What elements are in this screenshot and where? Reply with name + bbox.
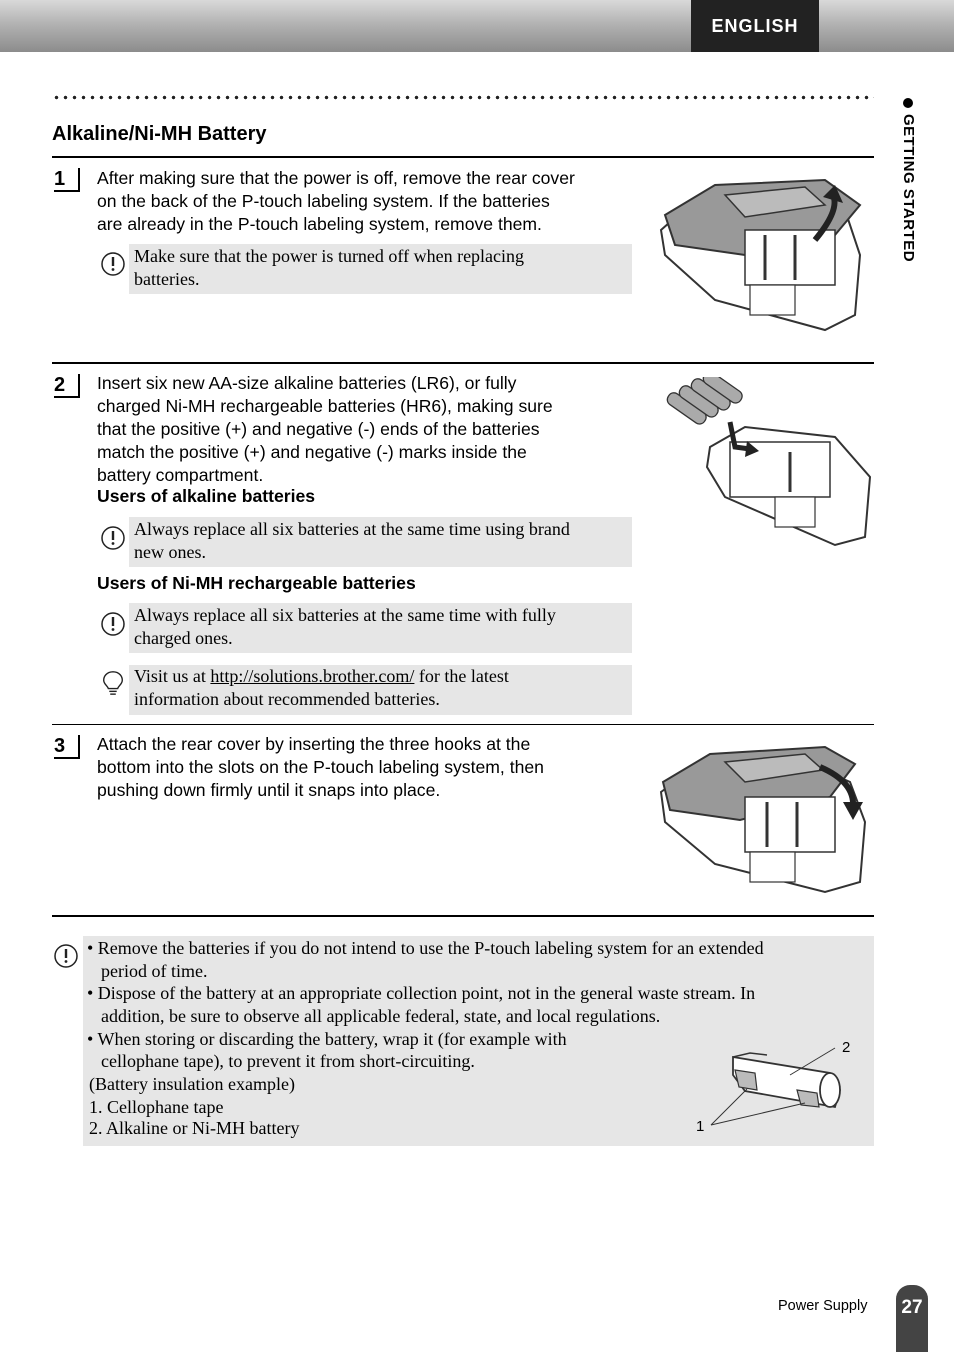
text-line: battery compartment. xyxy=(97,465,264,485)
section-title: Alkaline/Ni-MH Battery xyxy=(52,123,267,145)
caution-icon xyxy=(101,251,125,277)
text-line: on the back of the P-touch labeling system. If the batteries xyxy=(97,191,550,211)
caution-line: • When storing or discarding the battery, wrap it (for example with xyxy=(87,1029,567,1049)
note-line: new ones. xyxy=(134,542,206,562)
step-number-1: 1 xyxy=(54,168,80,192)
language-tab: ENGLISH xyxy=(691,0,819,52)
lightbulb-icon xyxy=(101,670,125,696)
alkaline-heading: Users of alkaline batteries xyxy=(97,486,316,506)
tip-prefix: Visit us at xyxy=(134,666,211,686)
step-1-text xyxy=(97,167,642,236)
caution-line: 1. Cellophane tape xyxy=(89,1097,224,1117)
caution-line: addition, be sure to observe all applicable federal, state, and local regulations. xyxy=(101,1006,661,1026)
alkaline-note xyxy=(129,517,632,567)
note-line: charged ones. xyxy=(134,628,233,648)
callout-label: 1 xyxy=(696,1118,705,1135)
caution-line: cellophane tape), to prevent it from short-circuiting. xyxy=(101,1051,475,1071)
text-line: charged Ni-MH rechargeable batteries (HR6), making sure xyxy=(97,396,553,416)
step-number-2: 2 xyxy=(54,374,80,398)
side-tab xyxy=(898,96,922,336)
step-3-text xyxy=(97,733,642,802)
text-line: Insert six new AA-size alkaline batteries (LR6), or fully xyxy=(97,373,517,393)
title-rule xyxy=(52,156,874,158)
text-line: are already in the P-touch labeling system, remove them. xyxy=(97,214,542,234)
caution-icon xyxy=(101,611,125,637)
caution-line: (Battery insulation example) xyxy=(89,1074,295,1094)
battery-insertion-illustration xyxy=(655,377,873,547)
text-line: After making sure that the power is off, remove the rear cover xyxy=(97,168,575,188)
support-link[interactable]: http://solutions.brother.com/ xyxy=(210,666,415,686)
note-line: batteries. xyxy=(134,269,200,289)
nimh-heading: Users of Ni-MH rechargeable batteries xyxy=(97,573,416,593)
step-divider xyxy=(52,362,874,364)
text-line: pushing down firmly until it snaps into place. xyxy=(97,780,441,800)
rear-cover-removal-illustration xyxy=(655,175,870,335)
side-tab-label: GETTING STARTED xyxy=(900,114,917,263)
website-tip xyxy=(129,665,632,715)
text-line: match the positive (+) and negative (-) marks inside the xyxy=(97,442,527,462)
step-2-text xyxy=(97,372,642,487)
tip-suffix: for the latest xyxy=(414,666,509,686)
battery-insulation-illustration xyxy=(705,1045,850,1130)
text-line: that the positive (+) and negative (-) ends of the batteries xyxy=(97,419,540,439)
caution-line: period of time. xyxy=(101,961,208,981)
callout-label: 2 xyxy=(842,1039,851,1056)
step-1-note xyxy=(129,244,632,294)
nimh-note xyxy=(129,603,632,653)
dotted-divider xyxy=(52,95,874,100)
caution-icon xyxy=(54,943,78,969)
tip-line-2: information about recommended batteries. xyxy=(134,689,440,709)
page-number: 27 xyxy=(896,1285,928,1352)
caution-line: 2. Alkaline or Ni-MH battery xyxy=(89,1118,300,1138)
section-rule xyxy=(52,915,874,917)
text-line: Attach the rear cover by inserting the three hooks at the xyxy=(97,734,531,754)
note-line: Always replace all six batteries at the same time with fully xyxy=(134,605,556,625)
note-line: Always replace all six batteries at the same time using brand xyxy=(134,519,570,539)
footer-section: Power Supply xyxy=(778,1298,868,1314)
bullet-icon xyxy=(903,98,913,108)
step-divider xyxy=(52,724,874,725)
note-line: Make sure that the power is turned off when replacing xyxy=(134,246,525,266)
caution-icon xyxy=(101,525,125,551)
caution-line: • Remove the batteries if you do not intend to use the P-touch labeling system for an extended xyxy=(87,938,764,958)
step-number-3: 3 xyxy=(54,735,80,759)
text-line: bottom into the slots on the P-touch labeling system, then xyxy=(97,757,544,777)
rear-cover-attach-illustration xyxy=(655,742,870,897)
caution-line: • Dispose of the battery at an appropriate collection point, not in the general waste stream. In xyxy=(87,983,756,1003)
